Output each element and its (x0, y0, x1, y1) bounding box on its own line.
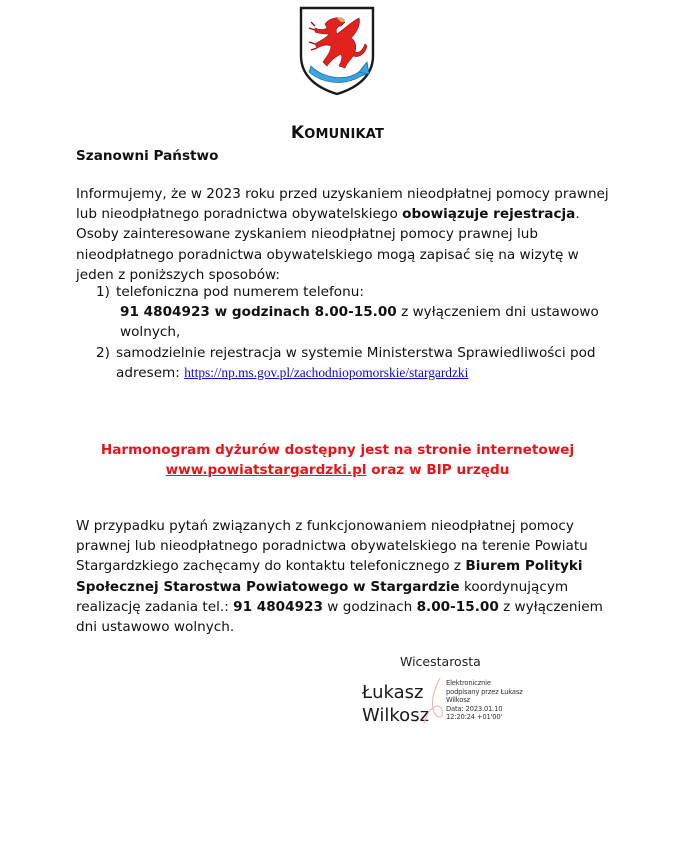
greeting: Szanowni Państwo (76, 148, 219, 164)
list-item-phone: 1) telefoniczna pod numerem telefonu: 91 4804923 w godzinach 8.00-15.00 z wyłączeniem dni ustawowo wolnych, (96, 284, 599, 341)
phone-hours: 91 4804923 w godzinach 8.00-15.00 (120, 304, 397, 321)
signer-name: Łukasz Wilkosz (362, 682, 430, 726)
powiat-website-link[interactable]: www.powiatstargardzki.pl (165, 462, 367, 479)
registration-methods-list (76, 282, 616, 383)
contact-phone: 91 4804923 (233, 598, 323, 615)
signer-title: Wicestarosta (400, 654, 481, 669)
contact-paragraph: W przypadku pytań związanych z funkcjonowaniem nieodpłatnej pomocy prawnej lub nieodpłatnego poradnictwa obywatelskiego na terenie Powiatu Stargardzkiego zachęcamy do kontaktu telefonicznego z Biurem Polityki Społecznej Starostwa Powiatowego w Stargardzie koordynującym realizację zadania tel.: 91 4804923 w godzinach 8.00-15.00 z wyłączeniem dni ustawowo wolnych. (76, 518, 603, 636)
griffin-coat-of-arms-icon (297, 4, 377, 96)
registration-required-emphasis: obowiązuje rejestracja (402, 206, 576, 223)
intro-paragraph: Informujemy, że w 2023 roku przed uzyskaniem nieodpłatnej pomocy prawnej lub nieodpłatnego poradnictwa obywatelskiego obowiązuje rejestracja. Osoby zainteresowane zyskaniem nieodpłatnej pomocy prawnej lub nieodpłatnego poradnictwa obywatelskiego mogą zapisać się na wizytę w jeden z poniższych sposobów: (76, 186, 609, 283)
schedule-notice: Harmonogram dyżurów dostępny jest na stronie internetowej www.powiatstargardzki.pl oraz w BIP urzędu (100, 442, 575, 479)
ministry-registration-link[interactable]: https://np.ms.gov.pl/zachodniopomorskie/stargardzki (184, 364, 469, 380)
signature-details: Elektronicznie podpisany przez Łukasz Wilkosz Data: 2023.01.10 12:20:24 +01'00' (446, 679, 523, 722)
list-item-online: 2) samodzielnie rejestracja w systemie Ministerstwa Sprawiedliwości pod adresem: https://np.ms.gov.pl/zachodniopomorskie/stargardzki (96, 344, 596, 381)
page-title: KOMUNIKAT (290, 123, 385, 143)
